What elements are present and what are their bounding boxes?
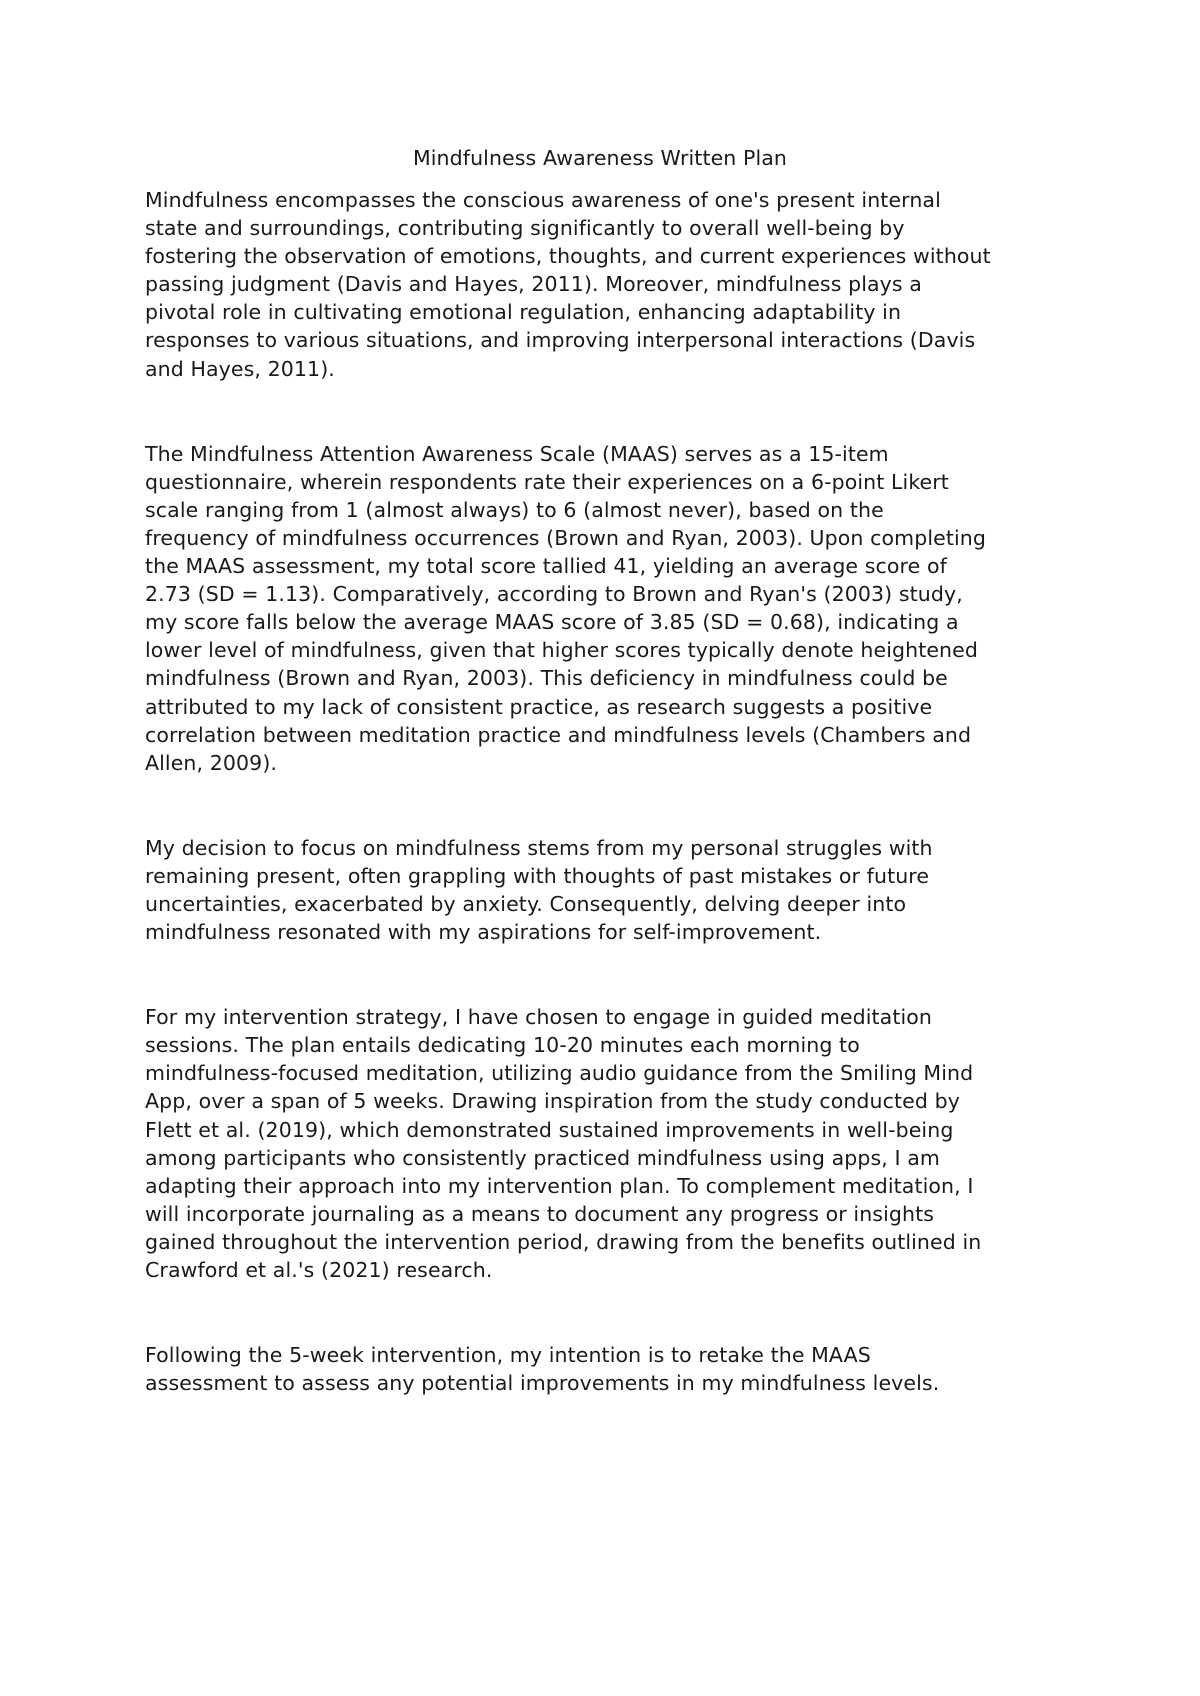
paragraph-line: uncertainties, exacerbated by anxiety. Consequently, delving deeper into (145, 891, 907, 916)
body-paragraph (145, 186, 1065, 383)
paragraph-line: Mindfulness encompasses the conscious awareness of one's present internal (145, 188, 941, 212)
paragraph-line: passing judgment (Davis and Hayes, 2011). Moreover, mindfulness plays a (145, 272, 922, 297)
paragraph-line: correlation between meditation practice and mindfulness levels (Chambers and (145, 722, 972, 747)
paragraph-line: will incorporate journaling as a means to document any progress or insights (145, 1201, 934, 1226)
paragraph-line: For my intervention strategy, I have chosen to engage in guided meditation (145, 1005, 933, 1030)
paragraph-line: frequency of mindfulness occurrences (Brown and Ryan, 2003). Upon completing (145, 525, 986, 550)
paragraph-line: App, over a span of 5 weeks. Drawing inspiration from the study conducted by (145, 1089, 960, 1114)
body-paragraph (145, 440, 1065, 777)
paragraph-line: The Mindfulness Attention Awareness Scale (MAAS) serves as a 15-item (145, 441, 889, 466)
paragraph-line: and Hayes, 2011). (145, 356, 335, 381)
paragraph-line: mindfulness resonated with my aspirations for self-improvement. (145, 920, 822, 945)
paragraph-line: the MAAS assessment, my total score tallied 41, yielding an average score of (145, 554, 947, 579)
paragraph-line: sessions. The plan entails dedicating 10-20 minutes each morning to (145, 1033, 860, 1058)
body-paragraph (145, 1341, 1065, 1397)
paragraph-line: Following the 5-week intervention, my intention is to retake the MAAS (145, 1343, 871, 1368)
body-paragraph (145, 834, 1065, 946)
body-paragraph (145, 1003, 1065, 1284)
paragraph-line: gained throughout the intervention period, drawing from the benefits outlined in (145, 1229, 982, 1254)
paragraph-line: adapting their approach into my intervention plan. To complement meditation, I (145, 1173, 974, 1198)
paragraph-line: mindfulness (Brown and Ryan, 2003). This deficiency in mindfulness could be (145, 666, 948, 691)
document-body (145, 186, 1065, 1454)
paragraph-line: remaining present, often grappling with thoughts of past mistakes or future (145, 863, 930, 888)
paragraph-line: My decision to focus on mindfulness stems from my personal struggles with (145, 835, 933, 860)
document-title: Mindfulness Awareness Written Plan (412, 146, 788, 170)
paragraph-line: responses to various situations, and improving interpersonal interactions (Davis (145, 328, 976, 353)
paragraph-line: among participants who consistently practiced mindfulness using apps, I am (145, 1145, 940, 1170)
paragraph-line: Crawford et al.'s (2021) research. (145, 1258, 493, 1282)
paragraph-line: questionnaire, wherein respondents rate their experiences on a 6-point Likert (145, 469, 949, 494)
paragraph-line: Allen, 2009). (145, 750, 278, 775)
paragraph-line: mindfulness-focused meditation, utilizing audio guidance from the Smiling Mind (145, 1061, 974, 1086)
paragraph-line: assessment to assess any potential improvements in my mindfulness levels. (145, 1371, 940, 1396)
paragraph-line: my score falls below the average MAAS score of 3.85 (SD = 0.68), indicating a (145, 610, 959, 635)
paragraph-line: pivotal role in cultivating emotional regulation, enhancing adaptability in (145, 300, 902, 325)
paragraph-line: state and surroundings, contributing significantly to overall well-being by (145, 216, 905, 241)
paragraph-line: attributed to my lack of consistent practice, as research suggests a positive (145, 694, 933, 719)
paragraph-line: Flett et al. (2019), which demonstrated sustained improvements in well-being (145, 1117, 954, 1142)
paragraph-line: scale ranging from 1 (almost always) to 6 (almost never), based on the (145, 497, 884, 522)
paragraph-line: fostering the observation of emotions, thoughts, and current experiences without (145, 244, 991, 269)
paragraph-line: lower level of mindfulness, given that higher scores typically denote heightened (145, 638, 978, 663)
paragraph-line: 2.73 (SD = 1.13). Comparatively, according to Brown and Ryan's (2003) study, (145, 582, 963, 607)
